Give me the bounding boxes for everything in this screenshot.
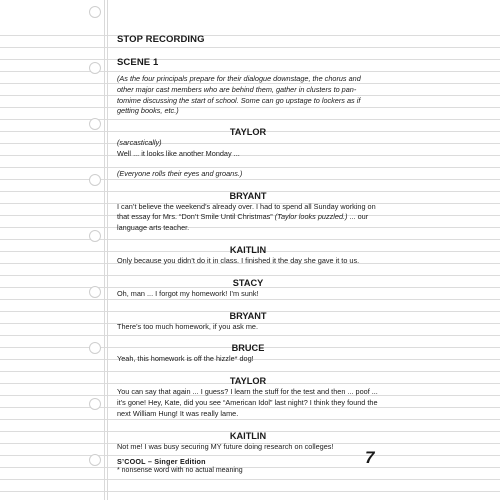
stage-direction: (sarcastically)	[117, 138, 162, 148]
line-gap	[117, 160, 379, 169]
speaker-name: KAITLIN	[229, 244, 267, 255]
stage-direction-intro: (As the four principals prepare for their dialogue downstage, the chorus and other major cast members who are behind them, gather in clusters to pan-tomime discussing the start of school. Some can go upstage to lockers as if getting books, etc.)	[117, 74, 361, 116]
binder-hole	[89, 6, 101, 18]
dialogue-list	[117, 126, 379, 452]
stage-direction: (Everyone rolls their eyes and groans.)	[117, 168, 243, 178]
dialogue-line: Yeah, this homework is off the hizzle* dog!	[117, 354, 254, 364]
dialogue-line: Not me! I was busy securing MY future doing research on colleges!	[117, 441, 334, 451]
speaker-name: STACY	[232, 277, 264, 288]
dialogue-line: Oh, man ... I forgot my homework! I’m sunk!	[117, 288, 259, 298]
dialogue-block	[117, 244, 379, 267]
dialogue-line: Only because you didn’t do it in class. I finished it the day she gave it to us.	[117, 255, 360, 265]
dialogue-line	[117, 202, 379, 234]
dialogue-block	[117, 375, 379, 419]
binder-hole	[89, 62, 101, 74]
speaker-name: BRYANT	[229, 310, 267, 321]
scene-title: SCENE 1	[117, 57, 159, 68]
dialogue-block	[117, 190, 379, 234]
page-number: 7	[365, 448, 375, 467]
dialogue-block	[117, 342, 379, 365]
script-content	[117, 34, 379, 483]
binder-hole	[89, 454, 101, 466]
binder-hole	[89, 398, 101, 410]
dialogue-line: You can say that again ... I guess? I learn the stuff for the test and then ... poof ... it’s gone! Hey, Kate, did you see “American Idol” last night? I think they found the next William Hung! It was really lame.	[117, 387, 378, 418]
speaker-name: TAYLOR	[229, 376, 267, 387]
dialogue-text: ... our language arts teacher.	[117, 212, 369, 233]
dialogue-text: I can’t believe the weekend’s already over. I had to spend all Sunday working on that essay for Mrs. “Don’t Smile Until Christmas”	[117, 201, 376, 222]
edition-label: S’COOL – Singer Edition	[117, 457, 206, 466]
binder-hole	[89, 230, 101, 242]
speaker-name: BRUCE	[231, 343, 265, 354]
footnote: * nonsense word with no actual meaning	[117, 467, 243, 475]
speaker-name: KAITLIN	[229, 430, 267, 441]
speaker-name: TAYLOR	[229, 127, 267, 138]
binder-hole	[89, 286, 101, 298]
dialogue-line: There’s too much homework, if you ask me.	[117, 321, 258, 331]
dialogue-line: Well ... it looks like another Monday ...	[117, 148, 240, 158]
dialogue-block	[117, 430, 379, 453]
inline-stage-direction: (Taylor looks puzzled.)	[274, 212, 348, 222]
section-title: STOP RECORDING	[117, 34, 205, 45]
binder-hole	[89, 174, 101, 186]
dialogue-block	[117, 126, 379, 179]
dialogue-block	[117, 277, 379, 300]
dialogue-block	[117, 310, 379, 333]
binder-hole	[89, 118, 101, 130]
margin-line-left-inner	[107, 0, 108, 500]
speaker-name: BRYANT	[229, 190, 267, 201]
binder-hole	[89, 342, 101, 354]
margin-line-left	[104, 0, 105, 500]
